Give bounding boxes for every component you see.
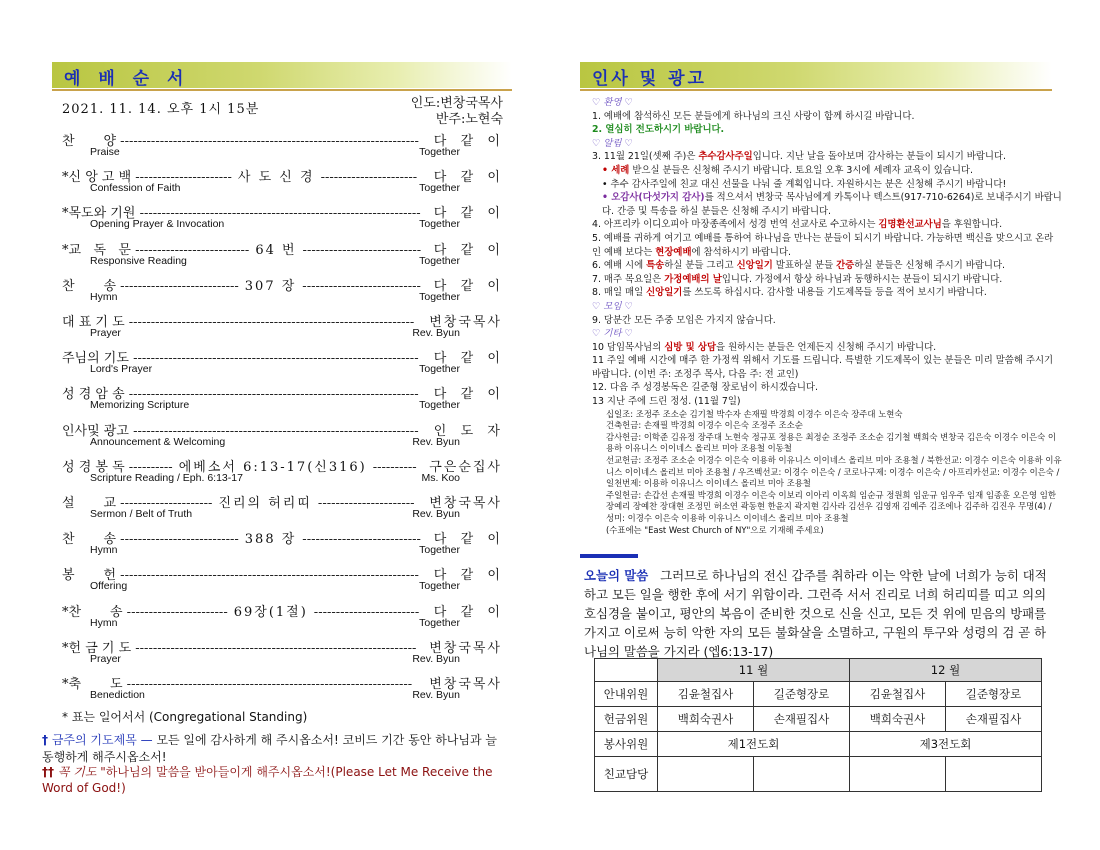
notices-header bbox=[580, 62, 1052, 88]
order-item-label: 인사및 광고 bbox=[62, 423, 129, 439]
order-item-label: *교 독 문 bbox=[62, 242, 131, 258]
leader-dashes: --------------------------- bbox=[302, 278, 421, 294]
offering-sunday: 주일헌금: 손갑선 손재필 박경희 이경수 이은숙 이보리 이아리 이옥희 임순규 정원희 임운규 임우주 임재 임종훈 오은영 임한 장예리 장예찬 장대현 조정민 허소연 곽동현 한윤지 곽지현 김사라 김선우 김영재 김예주 김조에나 김주하 김진우 무명(4) / 성미: 이경수 이은숙 이용하 이유니스 이이네스 올리브 미아 조용철 bbox=[606, 489, 1056, 523]
order-item-label: 설 교 bbox=[62, 496, 117, 511]
order-item-english: Opening Prayer & Invocation bbox=[90, 218, 225, 231]
notice-4: 4. 아프리카 이디오피아 마장종족에서 성경 번역 선교사로 수고하시는 김명환선교사님을 후원합니다. bbox=[592, 219, 1003, 231]
order-item-person-english: Together bbox=[419, 254, 460, 267]
notice-7: 7. 매주 목요일은 가정예배의 날입니다. 가정에서 항상 하나님과 동행하시는 분들이 되시기 바랍니다. bbox=[592, 273, 1003, 285]
notice-8: 8. 매일 매일 신앙일기를 쓰도록 하십시다. 감사할 내용들 기도제목들 등을 적어 보시기 바랍니다. bbox=[592, 287, 987, 299]
table-cell-empty bbox=[658, 757, 754, 792]
order-item-person-english: Together bbox=[419, 580, 460, 593]
notice-12: 12. 다음 주 성경봉독은 길준형 장로님이 하시겠습니다. bbox=[592, 382, 818, 394]
leader-dashes: --------------------------- bbox=[302, 532, 421, 548]
order-item-label: 찬 양 bbox=[62, 134, 117, 149]
leader-dashes: ---------------------------------------------------------------- bbox=[135, 206, 421, 222]
leader-dashes: -------------------------- bbox=[130, 242, 250, 258]
order-item-detail: 사 도 신 경 bbox=[237, 170, 315, 186]
order-item-detail: 진리의 허리띠 bbox=[218, 496, 312, 511]
order-item-person-english: Together bbox=[419, 218, 460, 231]
notice-3-gift: • 추수 감사주일에 친교 대신 선물을 나눠 줄 계획입니다. 자원하시는 분은 신청해 주시기 바랍니다! bbox=[602, 178, 1007, 190]
table-row bbox=[595, 757, 1042, 792]
order-item-label: 봉 헌 bbox=[62, 568, 117, 584]
leader-dashes: ---------------------- bbox=[320, 170, 418, 186]
service-leader: 인도:변창국목사 bbox=[410, 96, 503, 111]
leader-dashes: --------------------------- bbox=[116, 278, 239, 294]
order-item-person: 다 같 이 bbox=[433, 134, 502, 149]
table-cell-empty bbox=[946, 757, 1042, 792]
prayer-topic-text: 모든 일에 감사하게 해 주시옵소서! 코비드 기간 동안 하나님과 늘 동행하게 해주시옵소서! bbox=[42, 733, 497, 764]
order-item-person: 변창국목사 bbox=[429, 315, 502, 330]
notice-11: 11 주일 예배 시간에 매주 한 가정씩 위해서 기도를 드립니다. 특별한 기도제목이 있는 분들은 미리 말씀해 주시기 바랍니다. (이번 주: 조정주 목사, 다음 주: 전 교인) bbox=[592, 355, 1054, 380]
order-item-detail: 에베소서 6:13-17(신316) bbox=[178, 459, 367, 475]
order-item-person: 다 같 이 bbox=[433, 278, 502, 294]
leader-dashes: -------------------------------------------------------------------- bbox=[116, 568, 419, 584]
word-divider bbox=[580, 554, 638, 558]
offering-mission: 선교헌금: 조정주 조소순 이경수 이은숙 이용하 이유니스 이이네스 올리브 미아 조용철 / 북한선교: 이경수 이은숙 이용하 이유니스 이이네스 올리브 미아 조용철 / 우즈벡선교: 이경수 이은숙 / 코로나구제: 이경수 이은숙 / 아프리카선교: 이경수 이은숙 / 일천번제: 이용하 이유니스 이이네스 올리브 미아 조용철 bbox=[606, 455, 1062, 489]
table-cell-empty bbox=[754, 757, 850, 792]
notice-10: 10 담임목사님의 심방 및 상담을 원하시는 분들은 언제든지 신청해 주시기 바랍니다. bbox=[592, 341, 937, 353]
standing-note: * 표는 일어서서 (Congregational Standing) bbox=[62, 710, 308, 724]
order-item-label: *헌 금 기 도 bbox=[62, 640, 132, 656]
order-item-person-english: Together bbox=[419, 399, 460, 412]
order-item-person: 다 같 이 bbox=[433, 387, 502, 403]
leader-dashes: ----------------------- bbox=[122, 604, 228, 620]
todays-word-label: 오늘의 말씀 bbox=[584, 568, 649, 583]
etc-heading: ♡ 기타 ♡ bbox=[592, 328, 633, 340]
order-item-person-english: Together bbox=[419, 544, 460, 557]
order-item-english: Sermon / Belt of Truth bbox=[90, 508, 193, 520]
order-item-person: 다 같 이 bbox=[433, 568, 502, 584]
order-item-label: 주님의 기도 bbox=[62, 351, 129, 367]
order-item-label: 찬 송 bbox=[62, 278, 117, 294]
order-item-english: Confession of Faith bbox=[90, 182, 181, 195]
todays-word-text: 그러므로 하나님의 전신 갑주를 취하라 이는 악한 날에 너희가 능히 대적하고 모든 일을 행한 후에 서기 위함이라. 그런즉 서서 진리로 너희 허리띠를 띠고 의의 호심경을 붙이고, 평안의 복음이 준비한 것으로 신을 신고, 모든 것 위에 믿음의 방패를 가지고 이로써 능히 악한 자의 모든 불화살을 소멸하고, 구원의 투구와 성령의 검 곧 하나님의 말씀을 가지라 (엡6:13-17) bbox=[584, 568, 1047, 659]
order-item-english: Hymn bbox=[90, 290, 118, 303]
month-header: 11 월 bbox=[658, 659, 850, 682]
order-item-english: Prayer bbox=[90, 652, 121, 665]
service-accompanist: 반주:노현숙 bbox=[435, 112, 503, 127]
order-item-english: Benediction bbox=[90, 689, 145, 701]
order-item-person: 다 같 이 bbox=[433, 604, 502, 620]
notice-9: 9. 당분간 모든 주중 모임은 가지지 않습니다. bbox=[592, 314, 776, 326]
must-pray-text: "하나님의 말씀을 받아들이게 해주시옵소서!(Please Let Me Receive the Word of God!) bbox=[42, 765, 493, 795]
order-item-person: 다 같 이 bbox=[433, 170, 502, 186]
order-item-english: Memorizing Scripture bbox=[90, 399, 190, 412]
leader-dashes: ----------------------------------------------------------------- bbox=[122, 677, 413, 692]
order-item-detail: 69장(1절) bbox=[233, 604, 308, 620]
table-cell-empty bbox=[850, 757, 946, 792]
order-item-english: Offering bbox=[90, 580, 128, 593]
meeting-heading: ♡ 모임 ♡ bbox=[592, 300, 633, 312]
order-item-english: Hymn bbox=[90, 616, 118, 629]
order-item-person: 변창국목사 bbox=[429, 677, 502, 692]
leader-dashes: ----------------------------------------------------------------- bbox=[124, 315, 415, 330]
welcome-heading: ♡ 환영 ♡ bbox=[592, 97, 633, 108]
cross-mark: † bbox=[42, 733, 48, 747]
row-label: 봉사위원 bbox=[595, 732, 658, 757]
notices-list bbox=[592, 96, 1062, 536]
leader-dashes: --------------------------- bbox=[302, 242, 422, 258]
order-item-person-english: Together bbox=[419, 363, 460, 376]
order-item-label: 성 경 암 송 bbox=[62, 387, 125, 403]
order-item-person: 인 도 자 bbox=[433, 423, 502, 439]
check-note: (수표에는 "East West Church of NY"으로 기재해 주세요) bbox=[606, 524, 824, 535]
notice-2: 2. 열심히 전도하시기 바랍니다. bbox=[592, 124, 725, 136]
double-cross-mark: †† bbox=[42, 765, 54, 779]
order-item-person: 다 같 이 bbox=[433, 351, 502, 367]
order-item-person-english: Rev. Byun bbox=[412, 435, 460, 448]
order-item-person: 변창국목사 bbox=[429, 496, 502, 511]
month-header: 12 월 bbox=[850, 659, 1042, 682]
order-item-person-english: Together bbox=[419, 616, 460, 629]
table-cell: 김윤철집사 bbox=[850, 682, 946, 707]
table-corner bbox=[595, 659, 658, 682]
must-pray-title: 꼭 기도 bbox=[57, 765, 97, 779]
table-cell: 길준형장로 bbox=[946, 682, 1042, 707]
table-cell: 제1전도회 bbox=[658, 732, 850, 757]
leader-dashes: ---------------------- bbox=[317, 496, 415, 511]
table-cell: 제3전도회 bbox=[850, 732, 1042, 757]
offering-tithe: 십일조: 조정주 조소순 김기철 박수자 손재필 박경희 이경수 이은숙 장주대 노현숙 bbox=[606, 408, 903, 419]
leader-dashes: ---------- bbox=[124, 459, 173, 475]
order-item-label: *축 도 bbox=[62, 677, 123, 692]
leader-dashes: ----------------------------------------------------------------- bbox=[128, 351, 419, 367]
leader-dashes: ---------------------- bbox=[131, 170, 232, 186]
order-item-english: Responsive Reading bbox=[90, 254, 187, 267]
order-item-english: Lord's Prayer bbox=[90, 363, 153, 376]
table-cell: 백희숙권사 bbox=[658, 707, 754, 732]
leader-dashes: ------------------------------------------------------------------ bbox=[124, 387, 419, 403]
worship-order-title: 예 배 순 서 bbox=[64, 69, 190, 89]
notice-1: 1. 예배에 참석하신 모든 분들에게 하나님의 크신 사랑이 함께 하시길 바랍니다. bbox=[592, 110, 915, 122]
order-item-detail: 307 장 bbox=[244, 278, 297, 294]
offering-thanks: 감사헌금: 이학준 김유정 장주대 노현숙 정규포 정용은 최정순 조정주 조소순 김기철 백희숙 변창국 김은숙 이경수 이은숙 이용하 이유니스 이이네스 올리브 미아 조용철 이동철 bbox=[606, 431, 1056, 454]
order-item-english: Prayer bbox=[90, 327, 121, 339]
order-item-label: 찬 송 bbox=[62, 532, 117, 548]
order-item-label: *신 앙 고 백 bbox=[62, 170, 132, 186]
notice-5: 5. 예배를 귀하게 여기고 예배를 통하여 하나님을 만나는 분들이 되시기 바랍니다. 가능하면 백신을 맞으시고 온라인 예배 보다는 현장예배에 참석하시기 바랍니다. bbox=[592, 232, 1054, 258]
order-item-person-english: Rev. Byun bbox=[412, 327, 460, 339]
order-item-english: Hymn bbox=[90, 544, 118, 557]
order-item-person-english: Together bbox=[419, 146, 460, 158]
table-cell: 길준형장로 bbox=[754, 682, 850, 707]
order-item-person: 구은순집사 bbox=[429, 459, 502, 475]
notice-3-gratitude: • 오감사(다섯가지 감사)를 적으셔서 변창국 목사님에게 카톡이나 텍스트(917-710-6264)로 보내주시기 바랍니다. 간증 및 특송을 하실 분들은 신청해 주시기 바랍니다. bbox=[602, 192, 1062, 217]
order-item-label: 대 표 기 도 bbox=[62, 315, 125, 330]
order-item-label: *찬 송 bbox=[62, 604, 123, 620]
table-row bbox=[595, 682, 1042, 707]
notice-3: 3. 11월 21일(셋째 주)은 추수감사주일입니다. 지난 날을 돌아보며 감사하는 분들이 되시기 바랍니다. bbox=[592, 151, 1006, 163]
leader-dashes: ----------------------------------------------------------------- bbox=[128, 423, 419, 439]
order-item-detail: 388 장 bbox=[244, 532, 297, 548]
order-item-person-english: Ms. Koo bbox=[421, 471, 460, 484]
row-label: 친교담당 bbox=[595, 757, 658, 792]
leader-dashes: ---------- bbox=[372, 459, 417, 475]
notice-13: 13 지난 주에 드린 정성. (11월 7일) bbox=[592, 396, 741, 408]
order-item-person-english: Rev. Byun bbox=[412, 652, 460, 665]
notices-title: 인사 및 광고 bbox=[592, 69, 707, 89]
prayer-topic-title: 금주의 기도제목 — bbox=[51, 733, 153, 747]
offering-building: 건축헌금: 손재필 박경희 이경수 이은숙 조정주 조소순 bbox=[606, 420, 803, 431]
order-item-person: 다 같 이 bbox=[433, 206, 502, 222]
notice-3-baptism: • 세례 받으실 분들은 신청해 주시기 바랍니다. 토요일 오후 3시에 세례자 교육이 있습니다. bbox=[602, 164, 973, 176]
order-item-english: Announcement & Welcoming bbox=[90, 435, 226, 448]
order-item-english: Praise bbox=[90, 146, 120, 158]
order-item-person-english: Together bbox=[419, 182, 460, 195]
table-cell: 손재필집사 bbox=[946, 707, 1042, 732]
row-label: 안내위원 bbox=[595, 682, 658, 707]
order-item-detail: 64 번 bbox=[255, 242, 297, 258]
table-cell: 김윤철집사 bbox=[658, 682, 754, 707]
leader-dashes: --------------------- bbox=[116, 496, 213, 511]
todays-word bbox=[584, 566, 1054, 661]
order-item-person: 다 같 이 bbox=[433, 532, 502, 548]
order-item-label: *목도와 기원 bbox=[62, 206, 136, 222]
leader-dashes: --------------------------- bbox=[116, 532, 239, 548]
notice-6: 6. 예배 시에 특송하실 분들 그리고 신앙일기 발표하실 분들 간증하실 분들은 신청해 주시기 바랍니다. bbox=[592, 260, 1005, 272]
table-cell: 백희숙권사 bbox=[850, 707, 946, 732]
service-date: 2021. 11. 14. 오후 1시 15분 bbox=[62, 102, 260, 117]
leader-dashes: ------------------------ bbox=[313, 604, 420, 620]
leader-dashes: -------------------------------------------------------------------- bbox=[116, 134, 419, 149]
table-row bbox=[595, 707, 1042, 732]
order-item-english: Scripture Reading / Eph. 6:13-17 bbox=[90, 471, 243, 484]
table-row bbox=[595, 732, 1042, 757]
order-item-person-english: Rev. Byun bbox=[412, 689, 460, 701]
order-item-person: 변창국목사 bbox=[429, 640, 502, 656]
order-item-label: 성 경 봉 독 bbox=[62, 459, 125, 475]
row-label: 헌금위원 bbox=[595, 707, 658, 732]
leader-dashes: ---------------------------------------------------------------- bbox=[131, 640, 417, 656]
table-cell: 손재필집사 bbox=[754, 707, 850, 732]
order-item-person-english: Rev. Byun bbox=[412, 508, 460, 520]
notice-heading: ♡ 알림 ♡ bbox=[592, 137, 633, 149]
order-item-person-english: Together bbox=[419, 290, 460, 303]
order-item-person: 다 같 이 bbox=[433, 242, 502, 258]
duty-roster-table bbox=[594, 658, 1042, 792]
